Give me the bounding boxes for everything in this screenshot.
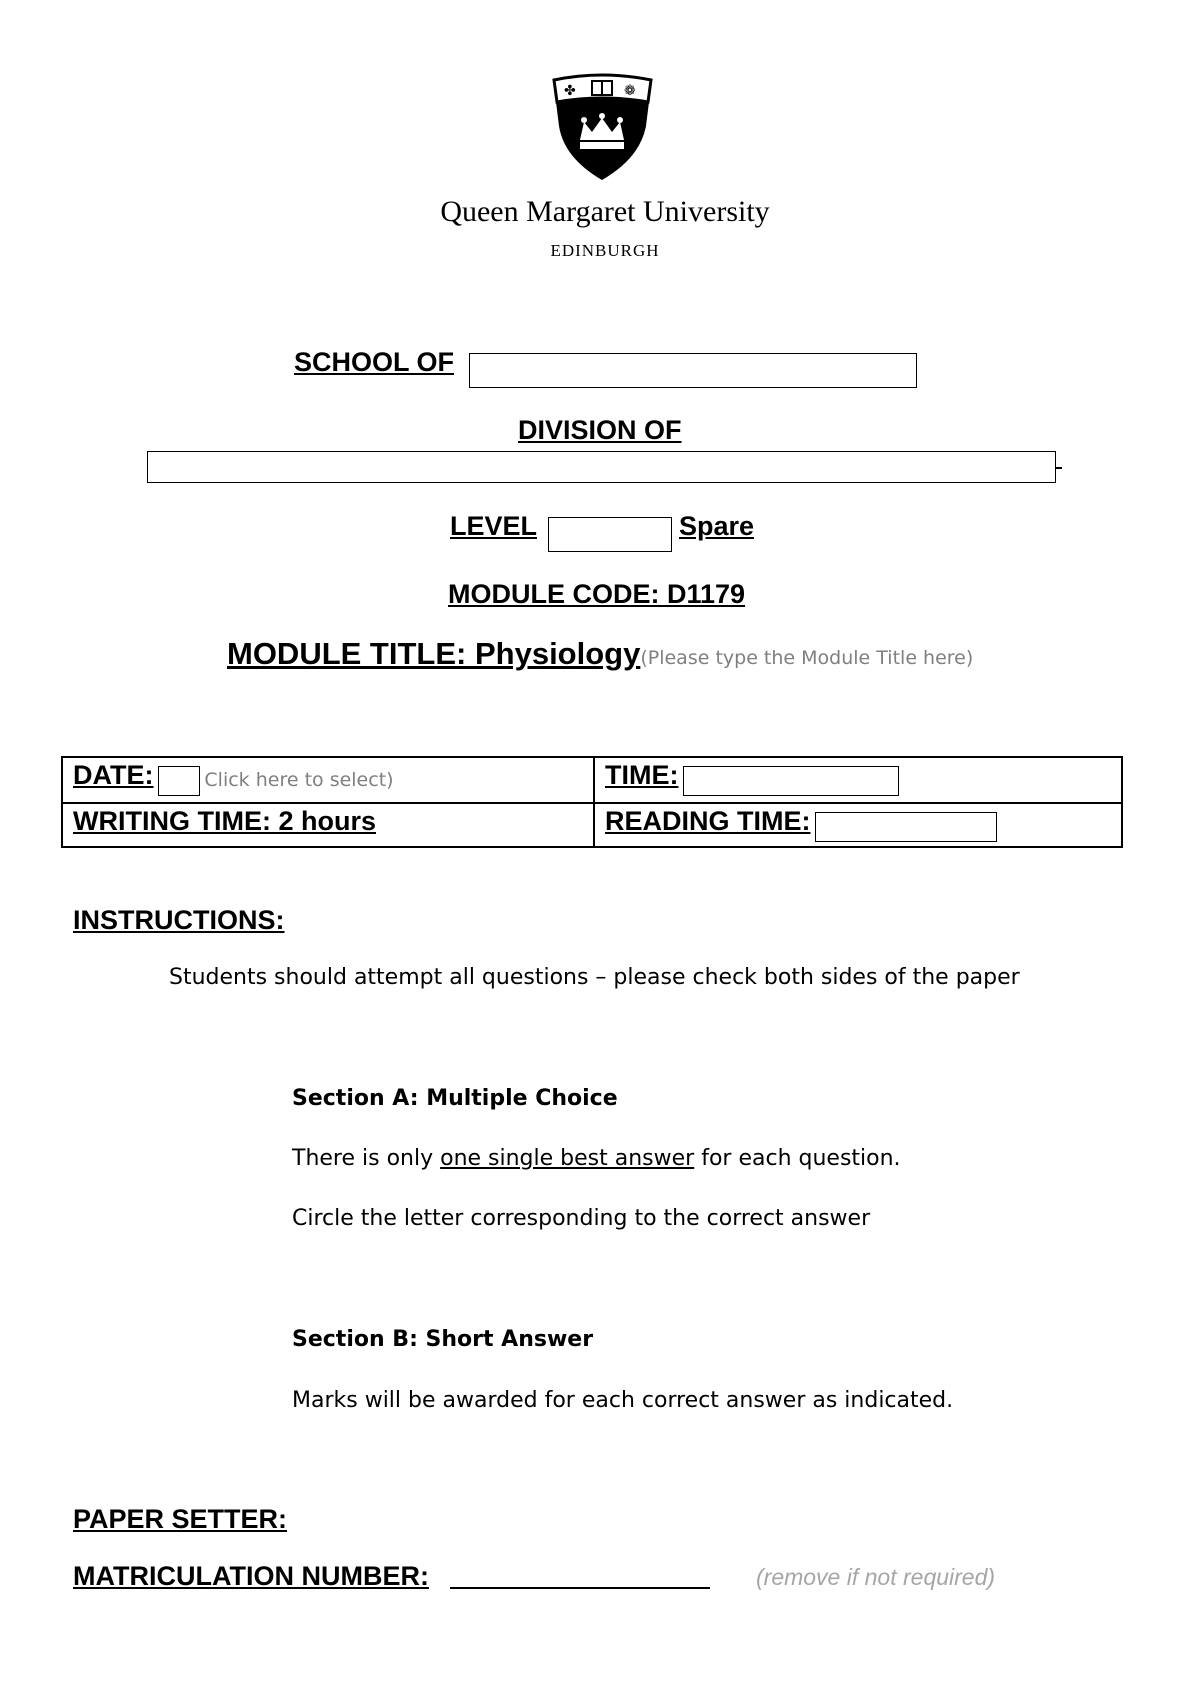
reading-time-input[interactable] <box>815 812 997 842</box>
university-location: EDINBURGH <box>550 241 660 260</box>
date-label: DATE: <box>73 760 154 790</box>
school-label: SCHOOL OF <box>294 347 455 377</box>
table-row <box>62 803 1122 847</box>
svg-text:❁: ❁ <box>624 83 636 99</box>
matriculation-label: MATRICULATION NUMBER: <box>73 1561 429 1591</box>
writing-time: WRITING TIME: 2 hours <box>73 806 376 836</box>
time-cell <box>594 757 1122 803</box>
module-title: MODULE TITLE: Physiology <box>227 636 641 671</box>
instructions-heading: INSTRUCTIONS: <box>73 905 285 935</box>
paper-setter-label: PAPER SETTER: <box>73 1504 288 1534</box>
university-name: Queen Margaret University <box>440 195 770 228</box>
section-b-title: Section B: Short Answer <box>292 1327 594 1352</box>
division-label: DIVISION OF <box>518 415 682 445</box>
level-label: LEVEL <box>450 511 538 541</box>
section-a-line1-end: for each question. <box>694 1146 901 1171</box>
date-picker-hint[interactable]: Click here to select) <box>204 769 394 791</box>
matriculation-hint: (remove if not required) <box>756 1564 996 1590</box>
section-a-line1 <box>292 1146 901 1171</box>
matriculation-input-line[interactable] <box>450 1587 710 1589</box>
section-b-line1: Marks will be awarded for each correct answer as indicated. <box>292 1388 954 1413</box>
time-label: TIME: <box>605 760 679 790</box>
reading-time-label: READING TIME: <box>605 806 811 836</box>
writing-time-cell <box>62 803 594 847</box>
module-title-line <box>227 636 973 676</box>
level-suffix: Spare <box>679 511 755 541</box>
svg-text:✤: ✤ <box>564 83 576 99</box>
date-picker-box[interactable] <box>158 766 200 796</box>
section-a-line1-start: There is only <box>292 1146 441 1171</box>
table-row <box>62 757 1122 803</box>
time-input[interactable] <box>683 766 899 796</box>
section-a-line2: Circle the letter corresponding to the correct answer <box>292 1206 871 1231</box>
division-input[interactable] <box>147 451 1056 483</box>
section-a-line1-emphasis: one single best answer <box>440 1146 695 1171</box>
crest-icon <box>540 70 665 182</box>
university-logo <box>540 70 665 182</box>
exam-meta-table <box>61 756 1123 848</box>
school-input[interactable] <box>469 353 917 388</box>
module-code: MODULE CODE: D1179 <box>448 579 746 609</box>
reading-time-cell <box>594 803 1122 847</box>
division-input-tick <box>1056 467 1062 469</box>
module-title-hint[interactable]: (Please type the Module Title here) <box>640 647 974 669</box>
instructions-general: Students should attempt all questions – please check both sides of the paper <box>169 965 1020 990</box>
section-a-title: Section A: Multiple Choice <box>292 1086 618 1111</box>
date-cell <box>62 757 594 803</box>
level-input[interactable] <box>548 517 672 552</box>
